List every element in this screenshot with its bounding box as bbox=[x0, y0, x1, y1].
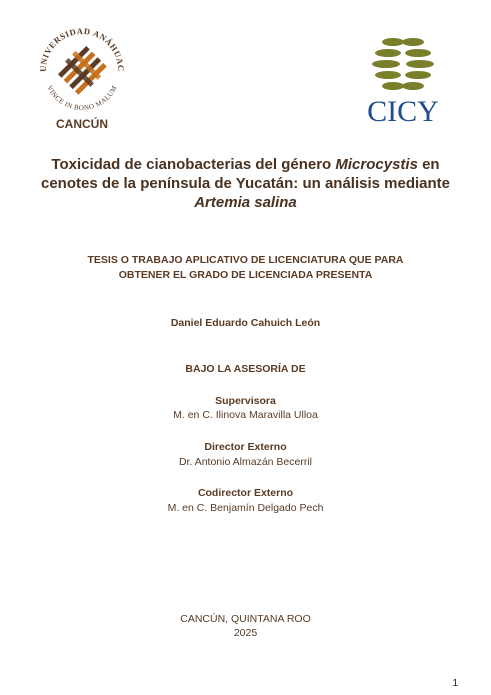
logo-campus: CANCÚN bbox=[56, 117, 108, 131]
author-name: Daniel Eduardo Cahuich León bbox=[170, 317, 321, 329]
advisory-heading: BAJO LA ASESORÍA DE bbox=[185, 363, 306, 375]
advisor-role-1: Supervisora bbox=[215, 395, 276, 407]
advisor-name-2: Dr. Antonio Almazán Becerril bbox=[178, 456, 313, 468]
title-line1-suffix: en bbox=[417, 156, 440, 173]
advisor-role-2: Director Externo bbox=[204, 441, 287, 453]
title-species: Artemia salina bbox=[194, 194, 297, 211]
cicy-wordmark: CICY bbox=[367, 95, 439, 124]
anahuac-crest-icon bbox=[34, 22, 130, 134]
cicy-leaf-icon bbox=[360, 34, 446, 124]
anahuac-logo bbox=[34, 22, 130, 134]
thesis-title bbox=[20, 155, 471, 212]
logo-motto: VINCE IN BONO MALUM bbox=[45, 84, 119, 113]
page-number: 1 bbox=[452, 678, 458, 689]
degree-line1: TESIS O TRABAJO APLICATIVO DE LICENCIATURA QUE PARA bbox=[87, 254, 404, 266]
title-line2: cenotes de la península de Yucatán: un análisis mediante bbox=[40, 175, 451, 192]
title-genus: Microcystis bbox=[335, 156, 418, 173]
place: CANCÚN, QUINTANA ROO bbox=[180, 613, 311, 625]
year: 2025 bbox=[233, 627, 258, 639]
advisor-name-3: M. en C. Benjamín Delgado Pech bbox=[167, 502, 324, 514]
degree-statement bbox=[40, 253, 451, 283]
title-line1-prefix: Toxicidad de cianobacterias del género bbox=[51, 156, 336, 173]
cicy-logo bbox=[360, 34, 446, 124]
advisor-role-3: Codirector Externo bbox=[197, 487, 294, 499]
degree-line2: OBTENER EL GRADO DE LICENCIADA PRESENTA bbox=[118, 269, 373, 281]
logo-ring-text: UNIVERSIDAD ANÁHUAC bbox=[37, 25, 127, 73]
advisor-name-1: M. en C. Ilinova Maravilla Ulloa bbox=[173, 409, 318, 421]
